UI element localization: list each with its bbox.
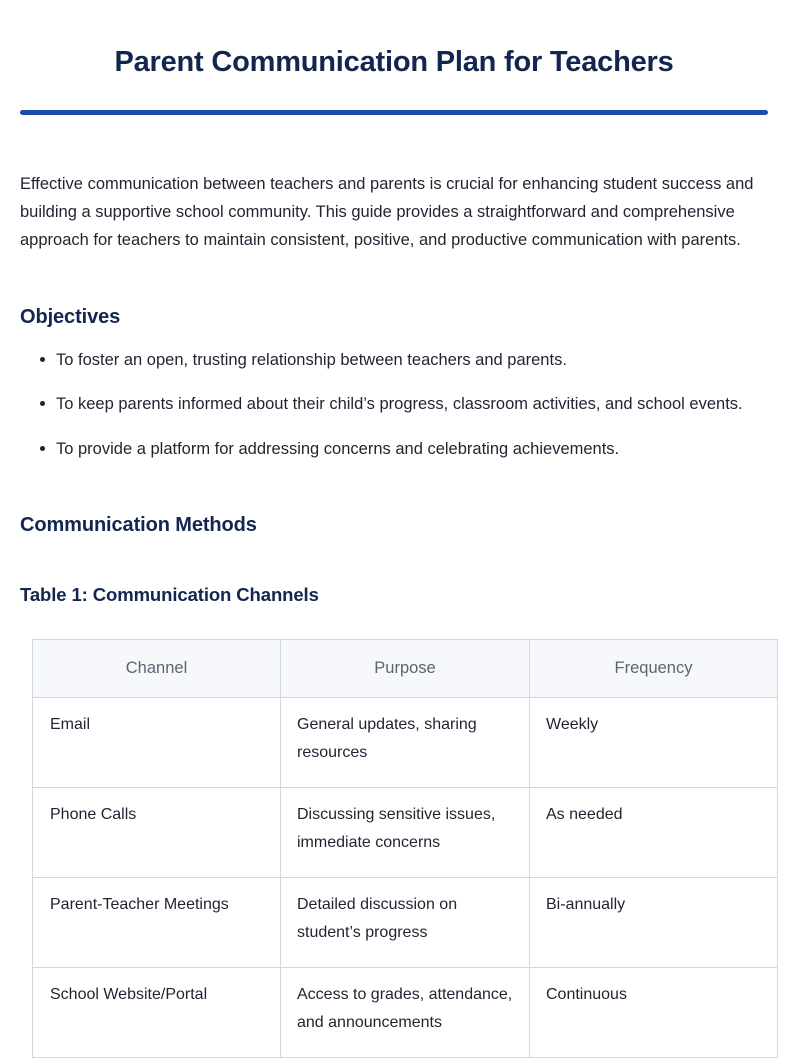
list-item bbox=[40, 391, 768, 435]
cell-channel: Email bbox=[33, 697, 281, 787]
objectives-heading: Objectives bbox=[20, 305, 121, 328]
table-row bbox=[33, 967, 778, 1057]
column-header-frequency: Frequency bbox=[530, 640, 778, 698]
table-row bbox=[33, 787, 778, 877]
list-item bbox=[40, 436, 768, 462]
communication-channels-table bbox=[32, 639, 778, 1058]
objectives-list bbox=[20, 329, 768, 462]
table-row bbox=[33, 877, 778, 967]
objective-text: To keep parents informed about their child’s progress, classroom activities, and school events. bbox=[56, 395, 743, 414]
cell-purpose: Access to grades, attendance, and announcements bbox=[281, 967, 530, 1057]
page-title: Parent Communication Plan for Teachers bbox=[114, 46, 674, 78]
communication-methods-heading: Communication Methods bbox=[20, 514, 257, 536]
cell-purpose: General updates, sharing resources bbox=[281, 697, 530, 787]
intro-paragraph: Effective communication between teachers and parents is crucial for enhancing student success and building a supportive school community. This guide provides a straightforward and comprehensive approach for teachers to maintain consistent, positive, and productive communication with parents. bbox=[20, 174, 754, 249]
column-header-purpose: Purpose bbox=[281, 640, 530, 698]
objective-text: To provide a platform for addressing concerns and celebrating achievements. bbox=[56, 439, 620, 458]
cell-purpose: Detailed discussion on student’s progress bbox=[281, 877, 530, 967]
column-header-channel: Channel bbox=[33, 640, 281, 698]
table-header bbox=[33, 640, 778, 698]
cell-frequency: Weekly bbox=[530, 697, 778, 787]
table-caption: Table 1: Communication Channels bbox=[20, 584, 319, 605]
communication-channels-table-wrapper bbox=[20, 606, 768, 1058]
list-item bbox=[40, 347, 768, 391]
cell-channel: Phone Calls bbox=[33, 787, 281, 877]
cell-frequency: Bi-annually bbox=[530, 877, 778, 967]
cell-frequency: As needed bbox=[530, 787, 778, 877]
table-header-row bbox=[33, 640, 778, 698]
table-body bbox=[33, 697, 778, 1057]
table-row bbox=[33, 697, 778, 787]
cell-channel: Parent-Teacher Meetings bbox=[33, 877, 281, 967]
objective-text: To foster an open, trusting relationship between teachers and parents. bbox=[56, 350, 567, 369]
cell-frequency: Continuous bbox=[530, 967, 778, 1057]
cell-purpose: Discussing sensitive issues, immediate concerns bbox=[281, 787, 530, 877]
cell-channel: School Website/Portal bbox=[33, 967, 281, 1057]
